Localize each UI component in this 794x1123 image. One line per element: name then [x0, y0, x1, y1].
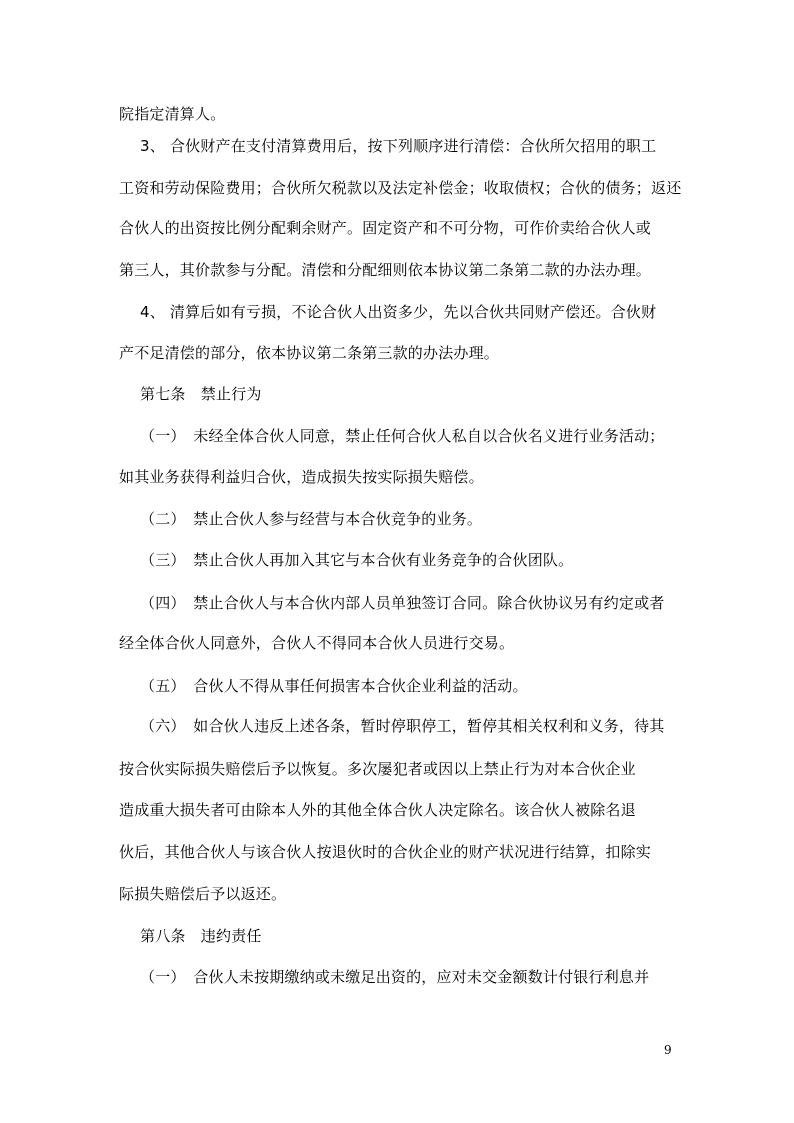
article-heading: 第八条 违约责任	[140, 927, 262, 945]
article-heading: 第七条 禁止行为	[140, 385, 262, 403]
text-line: 按合伙实际损失赔偿后予以恢复。多次屡犯者或因以上禁止行为对本合伙企业	[119, 760, 636, 778]
text-line: （一） 合伙人未按期缴纳或未缴足出资的，应对未交金额数计付银行利息并	[140, 968, 650, 986]
text-line: 4、 清算后如有亏损，不论合伙人出资多少，先以合伙共同财产偿还。合伙财	[140, 303, 657, 321]
text-line: （六） 如合伙人违反上述各条，暂时停职停工，暂停其相关权利和义务，待其	[140, 717, 665, 735]
text-line: 伙后，其他合伙人与该合伙人按退伙时的合伙企业的财产状况进行结算，扣除实	[119, 843, 652, 861]
text-line: （一） 未经全体合伙人同意，禁止任何合伙人私自以合伙名义进行业务活动；	[140, 427, 665, 445]
text-line: 造成重大损失者可由除本人外的其他全体合伙人决定除名。该合伙人被除名退	[119, 801, 636, 819]
text-line: （二） 禁止合伙人参与经营与本合伙竞争的业务。	[140, 510, 483, 528]
text-line: 产不足清偿的部分，依本协议第二条第三款的办法办理。	[119, 344, 500, 362]
text-line: （四） 禁止合伙人与本合伙内部人员单独签订合同。除合伙协议另有约定或者	[140, 594, 665, 612]
text-line: 际损失赔偿后予以返还。	[119, 885, 287, 903]
text-line: 3、 合伙财产在支付清算费用后，按下列顺序进行清偿：合伙所欠招用的职工	[140, 137, 657, 155]
text-line: 如其业务获得利益归合伙，造成损失按实际损失赔偿。	[119, 468, 484, 486]
text-line: （五） 合伙人不得从事任何损害本合伙企业利益的活动。	[140, 677, 528, 695]
text-line: （三） 禁止合伙人再加入其它与本合伙有业务竞争的合伙团队。	[140, 551, 574, 569]
text-line: 第三人，其价款参与分配。清偿和分配细则依本协议第二条第二款的办法办理。	[119, 261, 652, 279]
page-number: 9	[664, 1043, 672, 1057]
text-line: 合伙人的出资按比例分配剩余财产。固定资产和不可分物，可作价卖给合伙人或	[119, 219, 652, 237]
text-line: 工资和劳动保险费用；合伙所欠税款以及法定补偿金；收取债权；合伙的债务；返还	[119, 179, 682, 197]
text-line: 院指定清算人。	[119, 105, 226, 123]
text-line: 经全体合伙人同意外，合伙人不得同本合伙人员进行交易。	[119, 634, 515, 652]
